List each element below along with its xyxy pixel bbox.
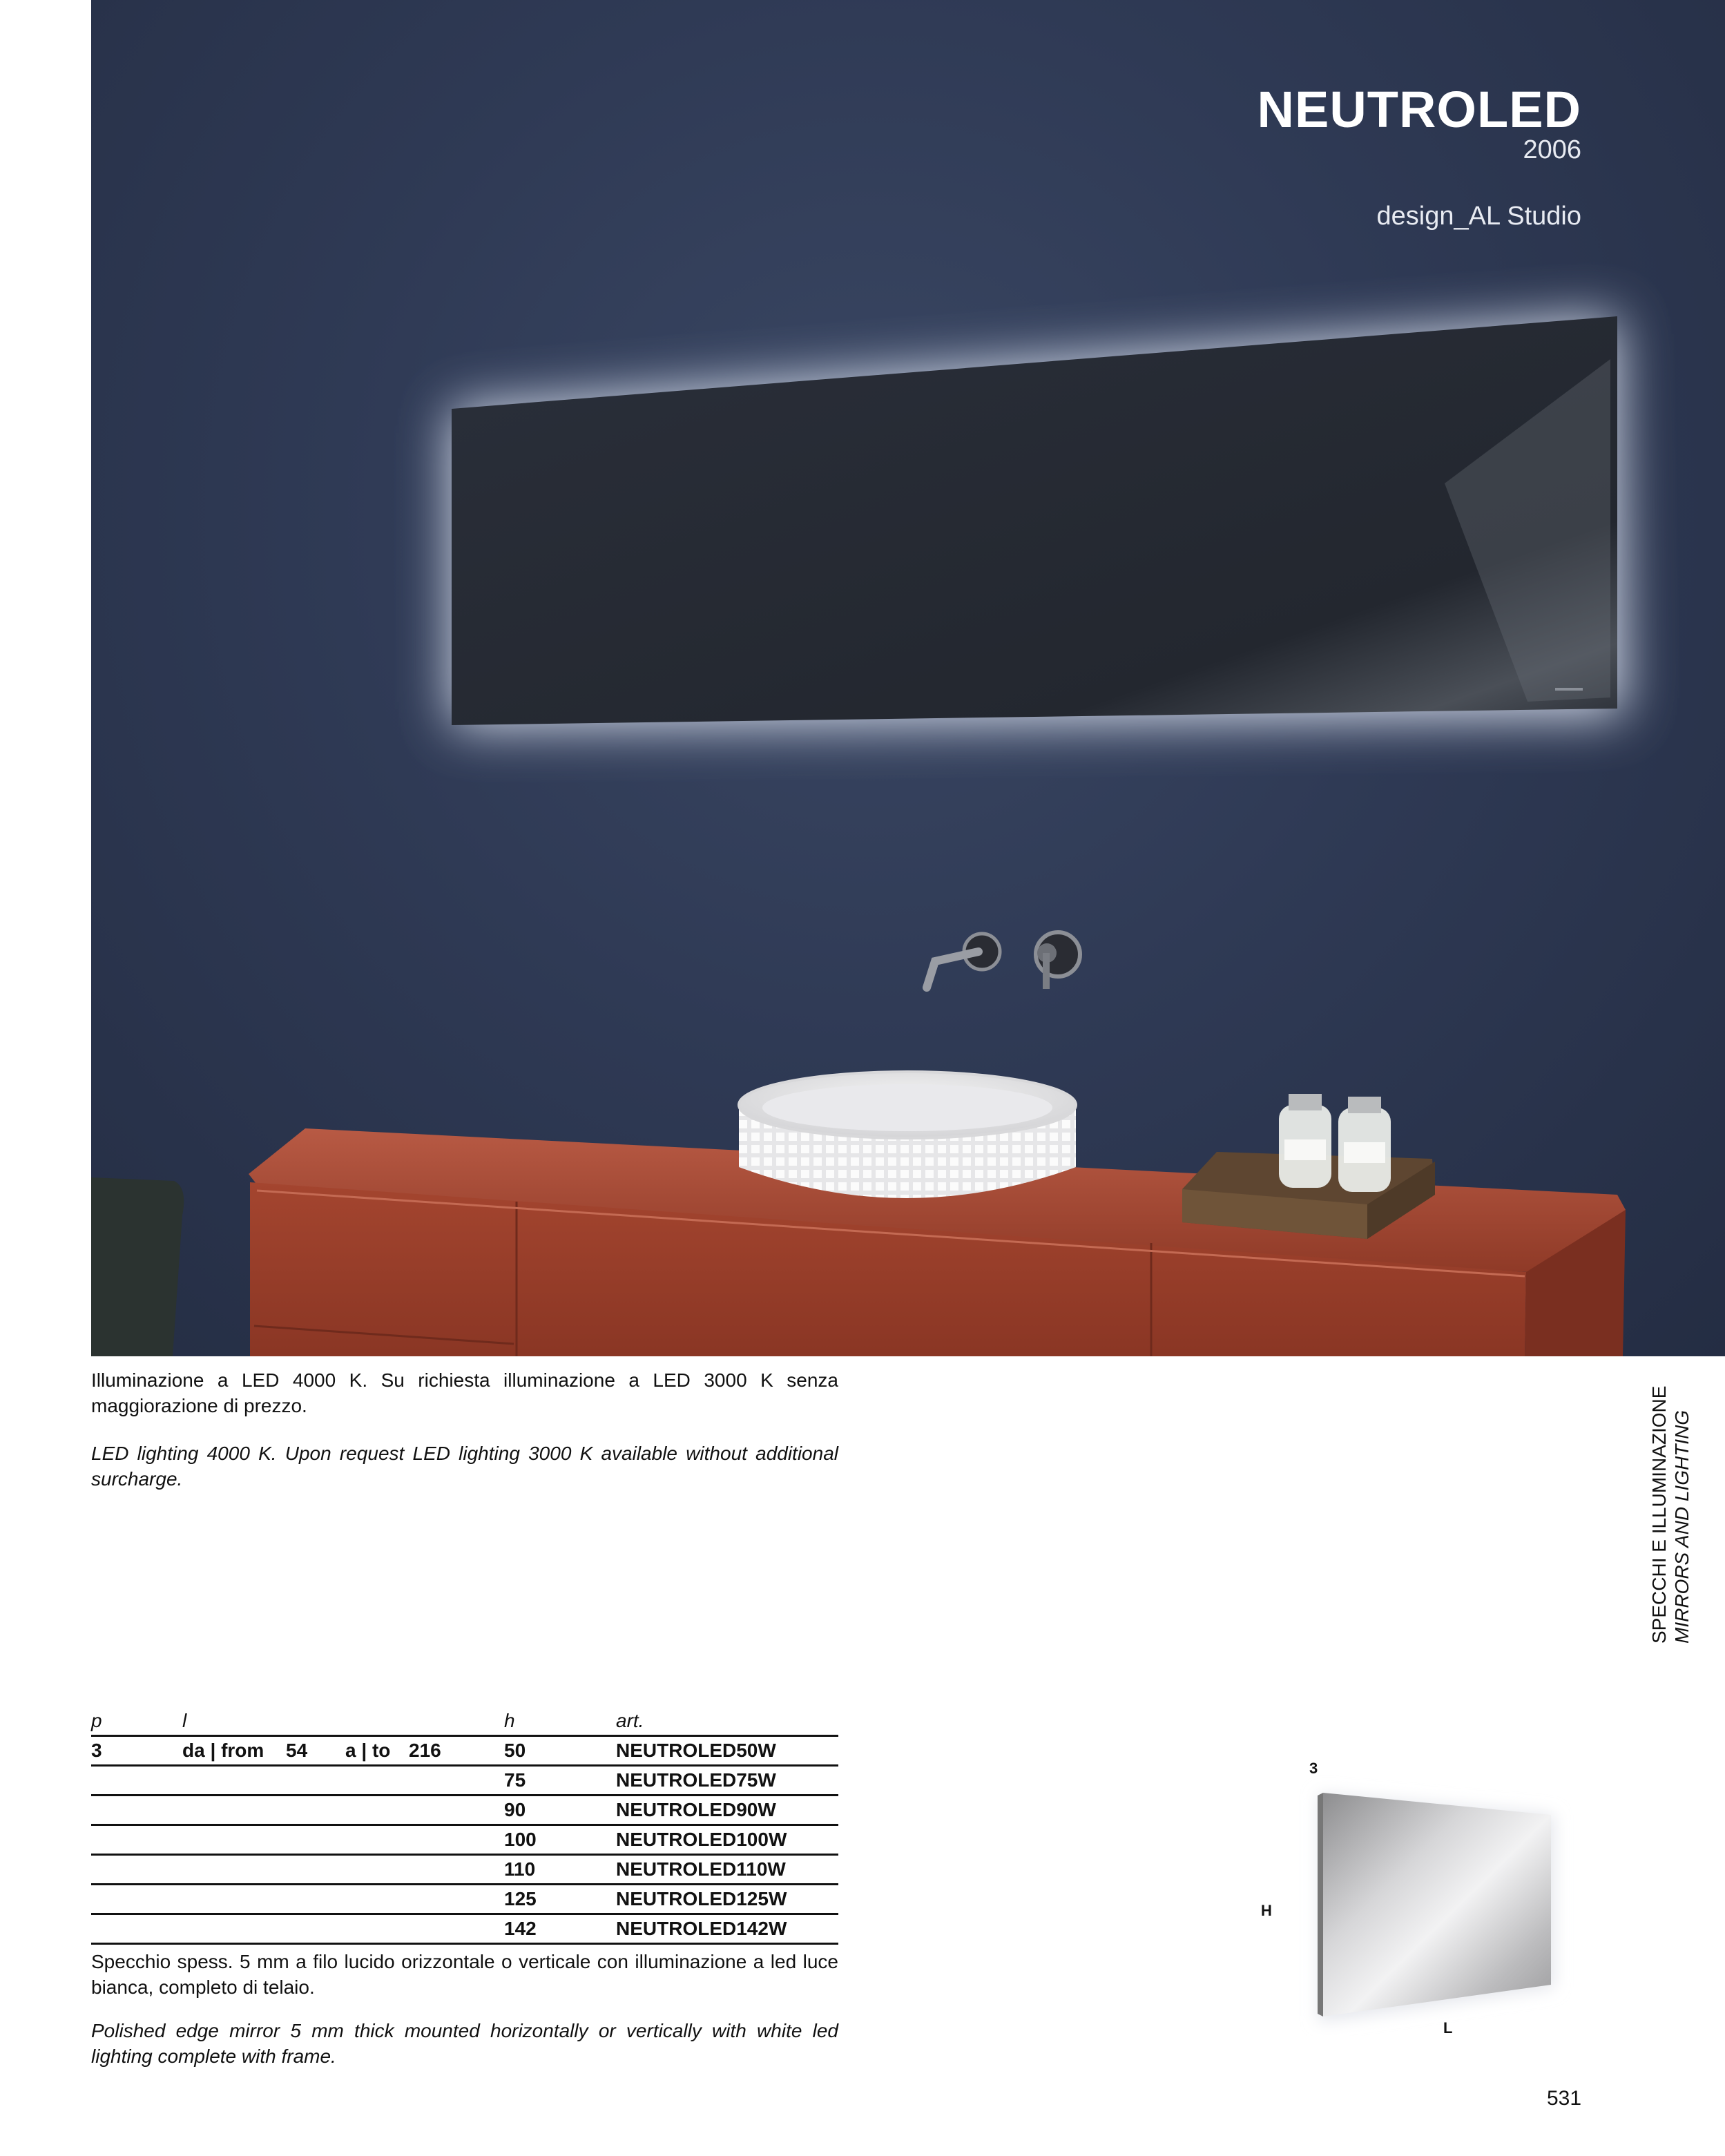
spec-table — [91, 1707, 838, 1945]
header-p: p — [91, 1710, 102, 1731]
faucet — [927, 932, 1080, 989]
height-label: H — [1261, 1902, 1272, 1919]
cell-art: NEUTROLED75W — [616, 1769, 776, 1791]
side-label-en: MIRRORS AND LIGHTING — [1671, 1409, 1693, 1644]
product-designer: design_AL Studio — [1376, 202, 1581, 231]
cell-to-label: a | to — [345, 1740, 391, 1761]
header-h: h — [504, 1710, 515, 1731]
side-label-it: SPECCHI E ILLUMINAZIONE — [1648, 1385, 1670, 1644]
table-row — [91, 1794, 838, 1824]
table-row — [91, 1764, 838, 1794]
cell-art: NEUTROLED50W — [616, 1740, 776, 1761]
cell-from-value: 54 — [286, 1740, 308, 1761]
cell-p: 3 — [91, 1740, 102, 1761]
table-row — [91, 1854, 838, 1883]
cell-h: 100 — [504, 1829, 537, 1850]
spec-it: Specchio spess. 5 mm a filo lucido orizzontale o verticale con illuminazione a led luce bianca, completo di telaio. — [91, 1951, 838, 1998]
tray-with-bottles — [1182, 1094, 1435, 1239]
cell-h: 50 — [504, 1740, 526, 1761]
mirror-diagram — [1243, 1760, 1602, 2036]
cell-h: 142 — [504, 1918, 537, 1939]
product-title: NEUTROLED — [1257, 81, 1581, 138]
section-side-label — [1648, 1381, 1693, 1644]
table-row — [91, 1913, 838, 1945]
armchair — [91, 1177, 184, 1356]
header-l: l — [182, 1710, 187, 1731]
cell-h: 75 — [504, 1769, 526, 1791]
mirror-drawing — [1243, 1760, 1602, 2036]
depth-label: 3 — [1309, 1760, 1318, 1777]
basin — [739, 1072, 1076, 1198]
table-row — [91, 1824, 838, 1854]
cell-h: 110 — [504, 1858, 536, 1880]
page-number: 531 — [1547, 2087, 1582, 2110]
spec-en: Polished edge mirror 5 mm thick mounted horizontally or vertically with white led lighting complete with frame. — [91, 2020, 838, 2067]
description-en: LED lighting 4000 K. Upon request LED lighting 3000 K available without additional surcharge. — [91, 1443, 838, 1490]
length-label: L — [1443, 2019, 1453, 2037]
table-row — [91, 1735, 838, 1764]
cell-art: NEUTROLED90W — [616, 1799, 776, 1820]
product-year: 2006 — [1523, 135, 1581, 164]
cell-h: 90 — [504, 1799, 526, 1820]
cell-art: NEUTROLED100W — [616, 1829, 787, 1850]
table-header — [91, 1707, 838, 1735]
cell-to-value: 216 — [409, 1740, 441, 1761]
table-row — [91, 1883, 838, 1913]
cell-from-label: da | from — [182, 1740, 264, 1761]
mirror — [452, 316, 1617, 725]
cell-art: NEUTROLED110W — [616, 1858, 786, 1880]
cell-art: NEUTROLED125W — [616, 1888, 787, 1909]
cell-art: NEUTROLED142W — [616, 1918, 787, 1939]
description-it: Illuminazione a LED 4000 K. Su richiesta illuminazione a LED 3000 K senza maggiorazione di prezzo. — [91, 1369, 838, 1416]
cell-h: 125 — [504, 1888, 537, 1909]
header-art: art. — [616, 1710, 644, 1731]
hero-photo — [91, 0, 1725, 1356]
